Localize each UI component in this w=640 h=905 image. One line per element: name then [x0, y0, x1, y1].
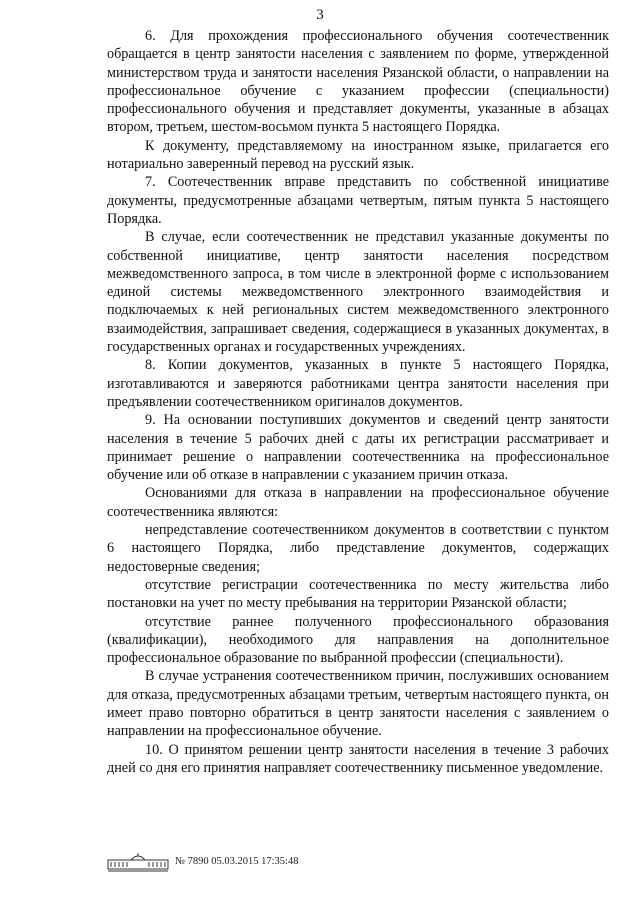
paragraph: 8. Копии документов, указанных в пункте 5 настоящего Порядка, изготавливаются и заверяются работниками центра занятости населения при предъявлении соотечественником оригиналов документов. — [107, 357, 609, 410]
registry-stamp-icon — [107, 852, 169, 872]
paragraph: 10. О принятом решении центр занятости населения в течение 3 рабочих дней со дня его принятия направляет соотечественнику письменное уведомление. — [107, 741, 609, 776]
paragraph: непредставление соотечественником документов в соответствии с пунктом 6 настоящего Порядка, либо представление документов, содержащих недостоверные сведения; — [107, 522, 609, 575]
page-number: 3 — [316, 7, 324, 23]
paragraph: 7. Соотечественник вправе представить по собственной инициативе документы, предусмотренные абзацами четвертым, пятым пункта 5 настоящего Порядка. — [107, 174, 609, 227]
paragraph: К документу, представляемому на иностранном языке, прилагается его нотариально заверенный перевод на русский язык. — [107, 137, 609, 173]
paragraph: В случае устранения соотечественником причин, послуживших основанием для отказа, предусмотренных абзацами третьим, четвертым настоящего пункта, он имеет право повторно обратиться в центр занятости населения с заявлением о направлении на профессиональное обучение. — [107, 668, 609, 740]
paragraph: Основаниями для отказа в направлении на профессиональное обучение соотечественника являются: — [107, 485, 609, 520]
document-registration-number: № 7890 05.03.2015 17:35:48 — [175, 856, 299, 867]
paragraph: В случае, если соотечественник не представил указанные документы по собственной инициативе, центр занятости населения посредством межведомственного запроса, в том числе в электронной форме с использованием единой системы межведомственного электронного взаимодействия и подключаемых к ней региональных систем межведомственного электронного взаимодействия, запрашивает сведения, содержащиеся в указанных документах, в государственных органах и государственных учреждениях. — [107, 229, 609, 356]
paragraph: 6. Для прохождения профессионального обучения соотечественник обращается в центр занятости населения с заявлением по форме, утвержденной министерством труда и занятости населения Рязанской области, о направлении на профессиональное обучение с указанием профессии (специальности) профессионального обучения и представляет документы, указанные в абзацах втором, третьем, шестом-восьмом пункта 5 настоящего Порядка. — [107, 28, 609, 136]
paragraph: отсутствие раннее полученного профессионального образования (квалификации), необходимого для направления на дополнительное профессиональное образование по выбранной профессии (специальности). — [107, 613, 609, 667]
document-body — [107, 27, 609, 777]
document-footer — [107, 852, 298, 872]
paragraph: отсутствие регистрации соотечественника по месту жительства либо постановки на учет по месту пребывания на территории Рязанской области; — [107, 576, 609, 612]
paragraph: 9. На основании поступивших документов и сведений центр занятости населения в течение 5 рабочих дней с даты их регистрации рассматривает и принимает решение о направлении соотечественника на профессиональное обучение или об отказе в направлении с указанием причин отказа. — [107, 412, 609, 484]
